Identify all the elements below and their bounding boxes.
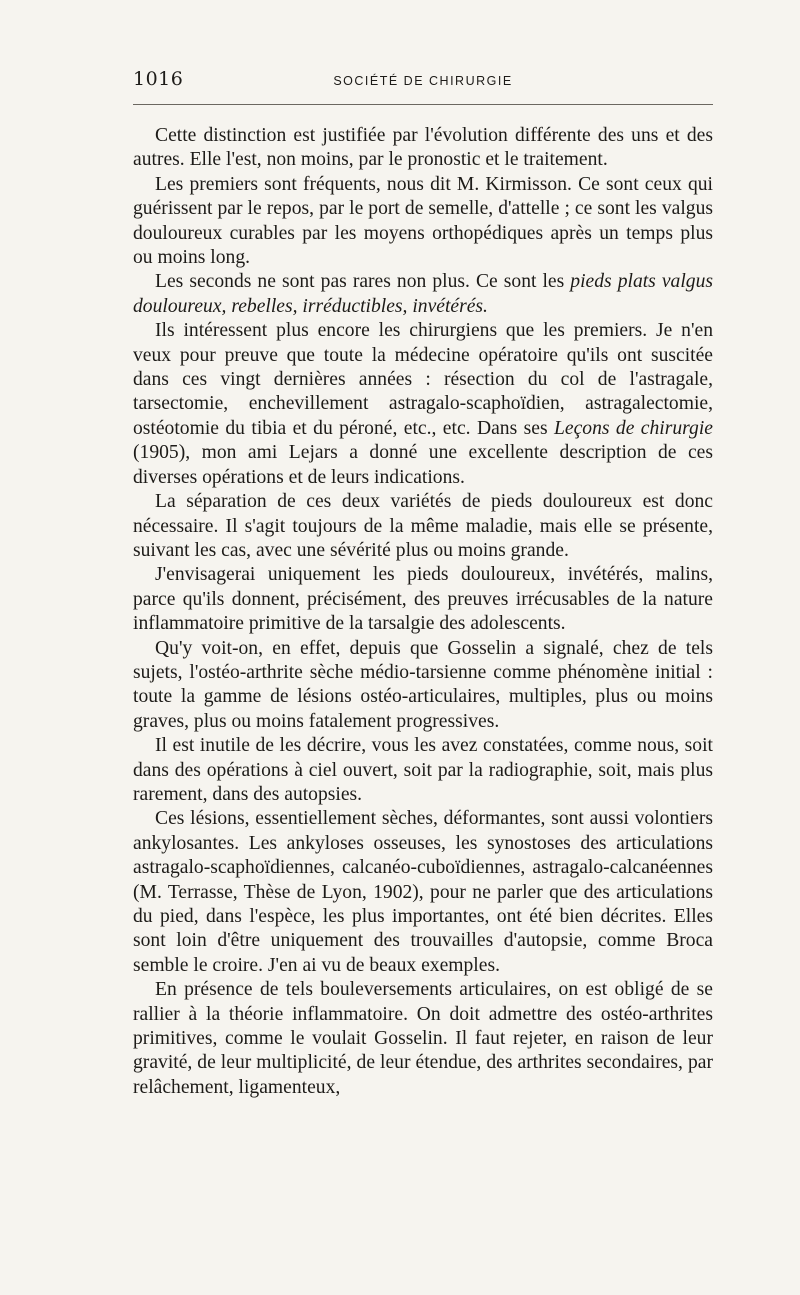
paragraph	[133, 270, 713, 319]
paragraph: Qu'y voit-on, en effet, depuis que Gosselin a signalé, chez de tels sujets, l'ostéo-arthrite sèche médio-tarsienne comme phénomène initial : toute la gamme de lésions ostéo-articulaires, multiples, plus ou moins graves, plus ou moins fatalement progressives.	[133, 637, 713, 732]
paragraph-text: Ils intéressent plus encore les chirurgiens que les premiers. Je n'en veux pour preuve que toute la médecine opératoire qu'ils ont suscitée dans ces vingt dernières années : résection du col de l'astragale, tarsectomie, enchevillement astragalo-scaphoïdien, astragalectomie, ostéotomie du tibia et du péroné, etc., etc. Dans ses	[133, 320, 713, 439]
paragraph	[133, 319, 713, 490]
page-number: 1016	[133, 68, 184, 90]
paragraph: Il est inutile de les décrire, vous les avez constatées, comme nous, soit dans des opérations à ciel ouvert, soit par la radiographie, soit, mais plus rarement, dans des autopsies.	[133, 735, 713, 805]
paragraph: En présence de tels bouleversements articulaires, on est obligé de se rallier à la théorie inflammatoire. On doit admettre des ostéo-arthrites primitives, comme le voulait Gosselin. Il faut rejeter, en raison de leur gravité, de leur multiplicité, de leur étendue, des arthrites secondaires, par relâchement, ligamenteux,	[133, 979, 713, 1098]
paragraph: Ces lésions, essentiellement sèches, déformantes, sont aussi volontiers ankylosantes. Les ankyloses osseuses, les synostoses des articulations astragalo-scaphoïdiennes, calcanéo-cuboïdiennes, astragalo-calcanéennes (M. Terrasse, Thèse de Lyon, 1902), pour ne parler que des articulations du pied, dans l'espèce, les plus importantes, ont été bien décrites. Elles sont loin d'être uniquement des trouvailles d'autopsie, comme Broca semble le croire. J'en ai vu de beaux exemples.	[133, 808, 713, 976]
paragraph: J'envisagerai uniquement les pieds douloureux, invétérés, malins, parce qu'ils donnent, précisément, des preuves irrécusables de la nature inflammatoire primitive de la tarsalgie des adolescents.	[133, 564, 713, 635]
paragraph: Les premiers sont fréquents, nous dit M. Kirmisson. Ce sont ceux qui guérissent par le repos, par le port de semelle, d'attelle ; ce sont les valgus douloureux curables par les moyens orthopédiques après un temps plus ou moins long.	[133, 173, 713, 269]
running-title: SOCIÉTÉ DE CHIRURGIE	[333, 74, 513, 88]
italic-phrase: pieds plats valgus douloureux, rebelles, irréductibles, invétérés.	[133, 271, 714, 317]
header-rule	[133, 104, 713, 105]
paragraph-text: (1905), mon ami Lejars a donné une excellente description de ces diverses opérations et de leurs indications.	[133, 442, 713, 488]
paragraph-text: Les seconds ne sont pas rares non plus. Ce sont les	[155, 271, 571, 293]
page-header	[133, 68, 713, 98]
paragraph: La séparation de ces deux variétés de pieds douloureux est donc nécessaire. Il s'agit toujours de la même maladie, mais elle se présente, suivant les cas, avec une sévérité plus ou moins grande.	[133, 491, 713, 561]
paragraph: Cette distinction est justifiée par l'évolution différente des uns et des autres. Elle l'est, non moins, par le pronostic et le traitement.	[133, 125, 713, 171]
body-text	[133, 124, 713, 1100]
book-title: Leçons de chirurgie	[553, 417, 713, 439]
